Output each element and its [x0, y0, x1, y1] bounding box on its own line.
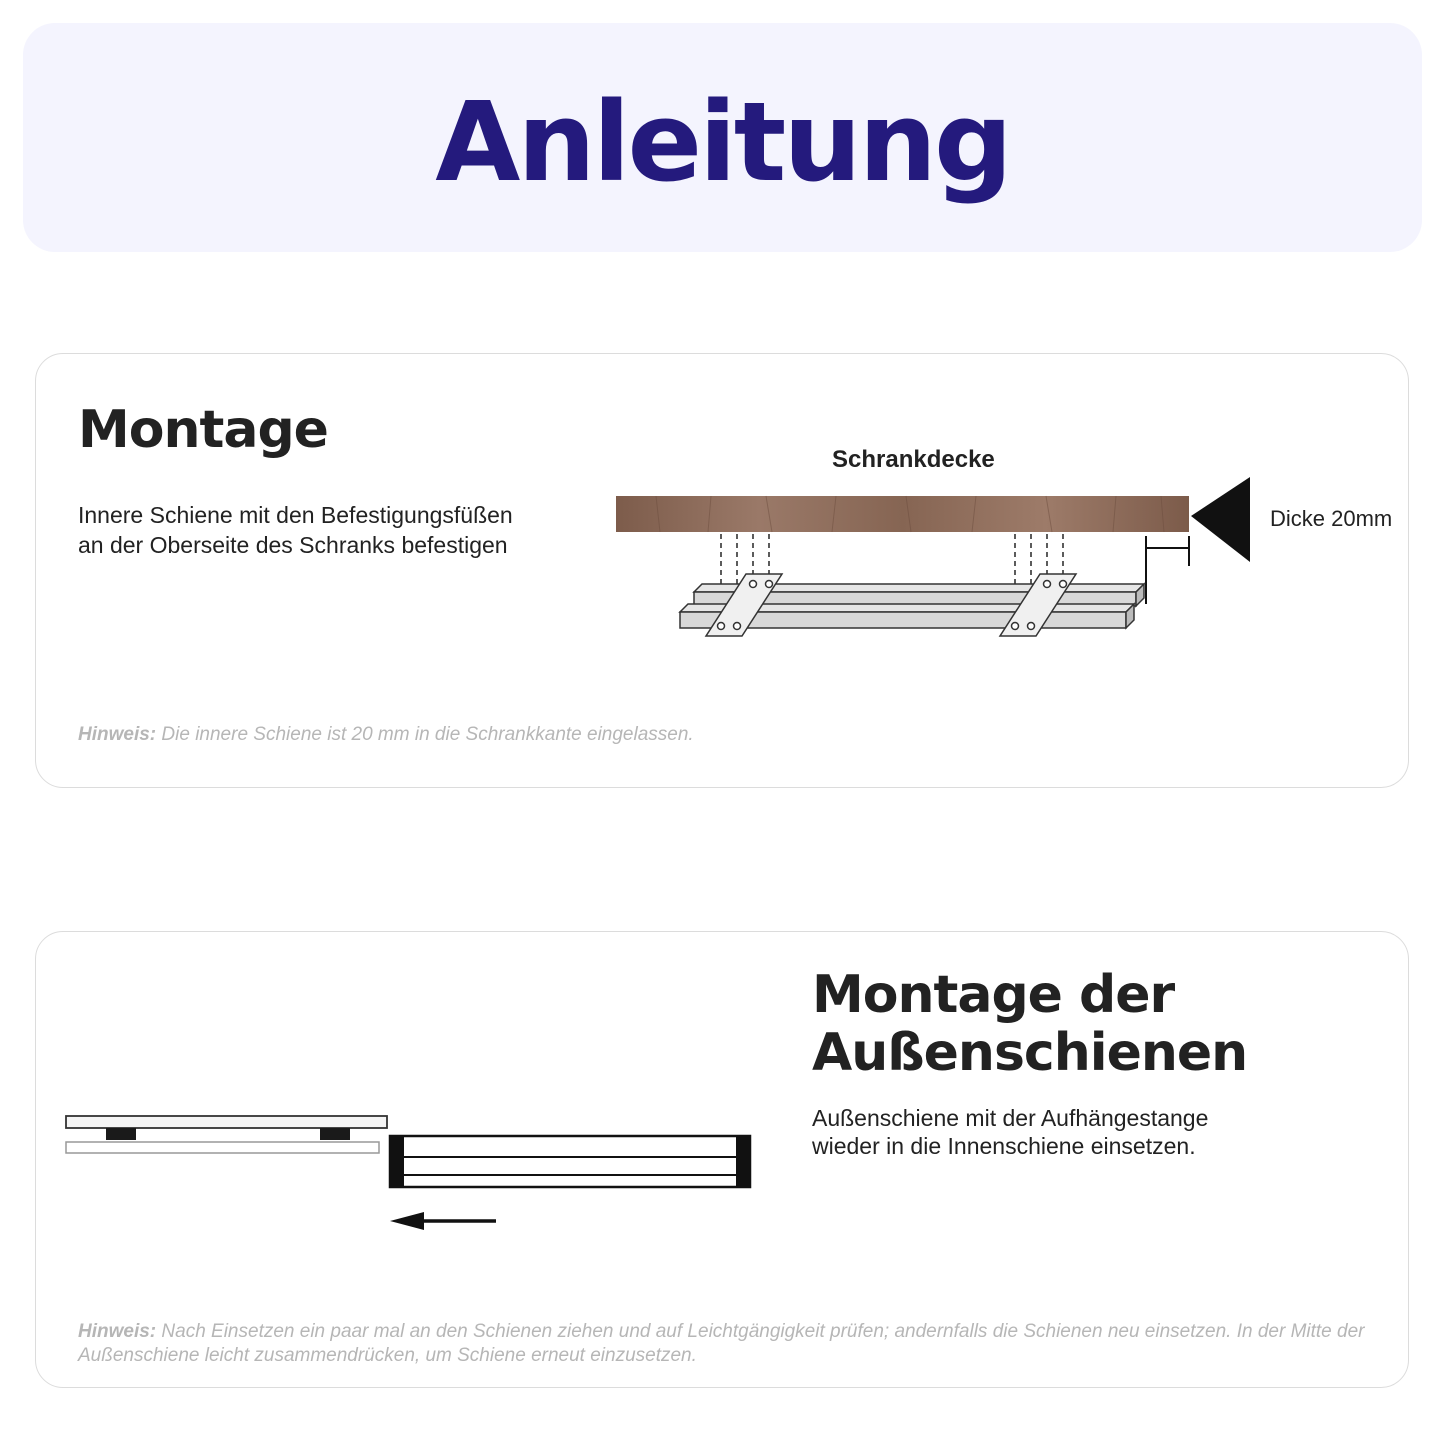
section-text: Innere Schiene mit den Befestigungsfüßen an der Oberseite des Schranks befestigen [78, 502, 513, 558]
outer-rail [390, 1136, 750, 1187]
inner-rail-bottom [66, 1142, 379, 1153]
title-line-1: Montage der [812, 965, 1175, 1025]
page-title: Anleitung [435, 78, 1010, 206]
note-text: Nach Einsetzen ein paar mal an den Schienen ziehen und auf Leichtgängigkeit prüfen; andernfalls die Schienen neu einsetzen. In der Mitte der Außenschiene leicht zusammendrücken, um Schiene erneut einzusetzen. [78, 1321, 1365, 1366]
section-title: Montage [78, 400, 328, 460]
note-label: Hinweis: [78, 1321, 157, 1342]
note-text: Die innere Schiene ist 20 mm in die Schrankkante eingelassen. [156, 724, 694, 745]
title-line-2: Außenschienen [812, 1023, 1248, 1083]
insertion-diagram [64, 1112, 754, 1232]
section-montage [35, 353, 1409, 788]
note-label: Hinweis: [78, 724, 157, 745]
section-note [78, 1320, 1378, 1368]
cabinet-board [616, 496, 1189, 532]
section-aussenschienen [35, 931, 1409, 1388]
section-text: Außenschiene mit der Aufhängestange wieder in die Innenschiene einsetzen. [812, 1105, 1209, 1159]
arrow-left-icon [390, 1212, 496, 1230]
mounting-diagram [616, 474, 1256, 654]
inner-rail-top [66, 1116, 387, 1128]
section-note [78, 723, 694, 747]
section-title [812, 966, 1247, 1082]
diagram-label-dicke: Dicke 20mm [1270, 506, 1393, 531]
thickness-arrow-icon [1191, 477, 1250, 562]
header-banner [23, 23, 1422, 252]
diagram-label-schrankdecke: Schrankdecke [832, 446, 995, 473]
